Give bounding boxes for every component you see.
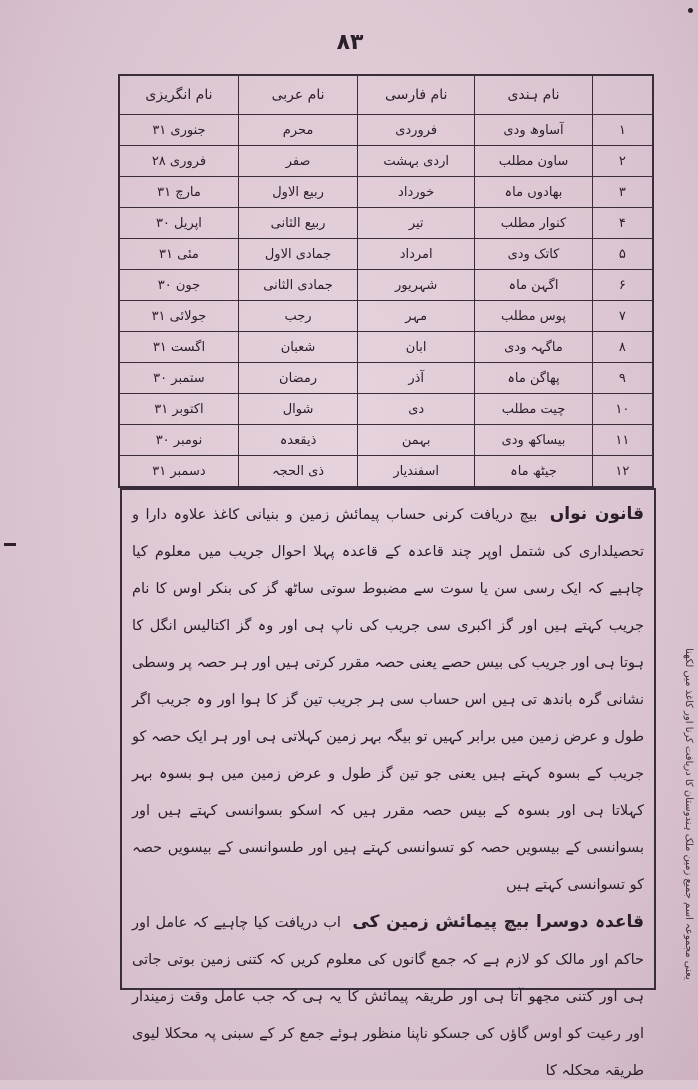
page-number: ۸۳ (336, 30, 364, 55)
cell-persian: امرداد (358, 239, 475, 270)
cell-hindi: پوس مطلب (475, 301, 593, 332)
cell-english: اگست ۳۱ (119, 332, 238, 363)
cell-num: ۱ (592, 115, 653, 146)
cell-hindi: بیساکھ ودی (475, 425, 593, 456)
table-row (119, 270, 653, 301)
ink-dot-mark (688, 8, 693, 13)
cell-english: فروری ۲۸ (119, 146, 238, 177)
right-margin-note: یعنی مجموعہ اسم جمیع زمین ملک ہندوستان کا دریافت کرنا اور کاغذ میں لکھنا (683, 648, 694, 980)
cell-num: ۷ (592, 301, 653, 332)
cell-hindi: جیٹھ ماہ (475, 456, 593, 488)
cell-persian: بہمن (358, 425, 475, 456)
cell-num: ۱۰ (592, 394, 653, 425)
cell-hindi: ماگہہ ودی (475, 332, 593, 363)
cell-persian: اردی بہشت (358, 146, 475, 177)
cell-arabic: رجب (238, 301, 357, 332)
cell-arabic: شعبان (238, 332, 357, 363)
cell-arabic: رمضان (238, 363, 357, 394)
cell-hindi: آساوھ ودی (475, 115, 593, 146)
cell-hindi: پھاگن ماہ (475, 363, 593, 394)
cell-english: جون ۳۰ (119, 270, 238, 301)
cell-english: دسمبر ۳۱ (119, 456, 238, 488)
cell-hindi: کاتک ودی (475, 239, 593, 270)
table-row (119, 425, 653, 456)
paragraph-1 (132, 496, 644, 904)
header-arabic: نام عربی (238, 75, 357, 115)
table-header-row (119, 75, 653, 115)
cell-arabic: ذیقعدہ (238, 425, 357, 456)
cell-english: جنوری ۳۱ (119, 115, 238, 146)
cell-persian: مہر (358, 301, 475, 332)
cell-num: ۲ (592, 146, 653, 177)
cell-num: ۱۱ (592, 425, 653, 456)
cell-num: ۹ (592, 363, 653, 394)
cell-num: ۳ (592, 177, 653, 208)
subsection-heading: قاعدہ دوسرا بیچ پیمائش زمین کی (352, 912, 645, 932)
cell-num: ۶ (592, 270, 653, 301)
table-row (119, 456, 653, 488)
cell-english: اکتوبر ۳۱ (119, 394, 238, 425)
months-table (118, 74, 654, 488)
section-heading: قانون نواں (549, 504, 644, 524)
table-row (119, 115, 653, 146)
cell-persian: اسفندیار (358, 456, 475, 488)
cell-arabic: صفر (238, 146, 357, 177)
cell-arabic: جمادی الثانی (238, 270, 357, 301)
cell-arabic: ربیع الثانی (238, 208, 357, 239)
cell-persian: خورداد (358, 177, 475, 208)
cell-english: مئی ۳۱ (119, 239, 238, 270)
cell-arabic: محرم (238, 115, 357, 146)
cell-arabic: ذی الحجہ (238, 456, 357, 488)
cell-num: ۱۲ (592, 456, 653, 488)
paragraph-2-text: اب دریافت کیا چاہیے کہ عامل اور حاکم اور مالک کو لازم ہے کہ جمع گانوں کی معلوم کریں کہ کتنی زمین بوتی جاتی ہی اور کتنی مجھو آتا ہی اور طریقہ پیمائش کا یہ ہی کہ جب عامل وقت زمیندار اور رعیت کو اوس گاؤں کی جسکو ناپنا منظور ہوئے جمع کر کے سبنی پہ محکلا لیوی طریقہ محکلہ کا (132, 915, 644, 1079)
ink-dash-mark (4, 543, 16, 546)
table-row (119, 332, 653, 363)
cell-arabic: شوال (238, 394, 357, 425)
cell-english: اپریل ۳۰ (119, 208, 238, 239)
cell-persian: فروردی (358, 115, 475, 146)
cell-hindi: اگہن ماہ (475, 270, 593, 301)
table-row (119, 208, 653, 239)
cell-english: جولائی ۳۱ (119, 301, 238, 332)
cell-hindi: ساون مطلب (475, 146, 593, 177)
cell-num: ۵ (592, 239, 653, 270)
header-num (592, 75, 653, 115)
cell-english: مارچ ۳۱ (119, 177, 238, 208)
cell-persian: ابان (358, 332, 475, 363)
cell-persian: شہریور (358, 270, 475, 301)
body-text-box (120, 488, 656, 1079)
cell-arabic: ربیع الاول (238, 177, 357, 208)
cell-persian: تیر (358, 208, 475, 239)
cell-num: ۸ (592, 332, 653, 363)
table-row (119, 363, 653, 394)
table-row (119, 177, 653, 208)
cell-hindi: چیت مطلب (475, 394, 593, 425)
paragraph-2 (132, 904, 644, 1090)
table-row (119, 239, 653, 270)
cell-persian: آذر (358, 363, 475, 394)
cell-num: ۴ (592, 208, 653, 239)
cell-hindi: کنوار مطلب (475, 208, 593, 239)
table-row (119, 301, 653, 332)
cell-hindi: بھادوں ماہ (475, 177, 593, 208)
table-row (119, 394, 653, 425)
cell-english: ستمبر ۳۰ (119, 363, 238, 394)
header-english: نام انگریزی (119, 75, 238, 115)
cell-english: نومبر ۳۰ (119, 425, 238, 456)
table-row (119, 146, 653, 177)
header-hindi: نام ہندی (475, 75, 593, 115)
cell-arabic: جمادی الاول (238, 239, 357, 270)
header-persian: نام فارسی (358, 75, 475, 115)
paragraph-1-text: بیچ دریافت کرنی حساب پیمائش زمین و بنیانی کاغذ علاوہ دارا و تحصیلداری کی شتمل اوپر چند قاعدہ کے قاعدہ پہلا احوال جریب میں معلوم کیا چاہیے کہ ایک رسی سن یا سوت سے مضبوط سوتی ساٹھ گز کی بنکر اوس کا نام جریب کہتے ہیں اور گز اکبری سی جریب کی ناپ ہی اور وہ گز اکتالیس انگل کا ہوتا ہی اور جریب کی بیس حصے یعنی حصہ مقرر کرتی ہیں اور ہر حصہ پر وسطی نشانی گرہ باندھ تی ہیں اس حساب سی ہر جریب تین گز کا ہوا اور وہ جریب اگر طول و عرض زمین میں برابر کہیں تو بیگہ بہر زمین کہلاتی ہی اور ہر ایک حصہ کو جریب کے بسوہ کہتے ہیں یعنی جو تین گز طول و عرض زمین میں ہو بسوہ بہر کہلاتا ہی اور بسوہ کے بیس حصہ مقرر ہیں کہ اسکو بسوانسی کہتے ہیں اور بسوانسی کے بیسویں حصہ کو تسوانسی کہتے ہیں اور طسوانسی کے بیسویں حصہ کو تسوانسی کہتے ہیں (132, 507, 644, 893)
cell-persian: دی (358, 394, 475, 425)
